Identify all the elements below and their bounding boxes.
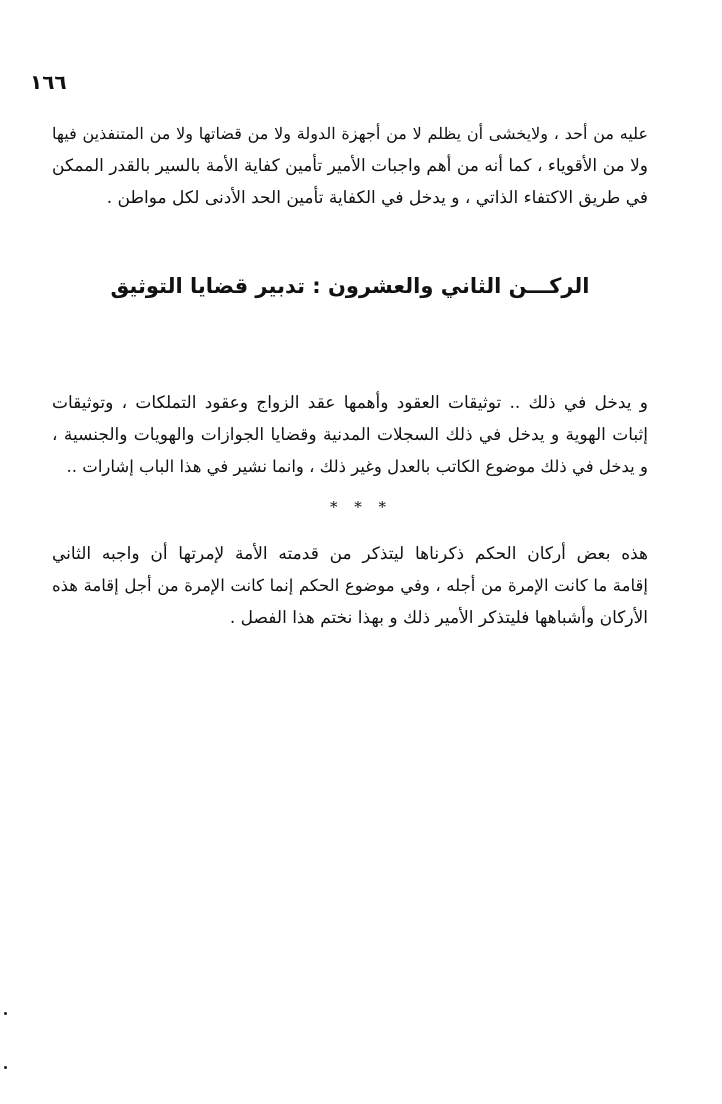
paragraph-line: هذه بعض أركان الحكم ذكرناها ليتذكر من قدمته الأمة لإمرتها أن واجبه الثاني bbox=[52, 544, 648, 564]
paragraph-line: في طريق الاكتفاء الذاتي ، و يدخل في الكفاية تأمين الحد الأدنى لكل مواطن . bbox=[106, 188, 648, 208]
paragraph-line: عليه من أحد ، ولايخشى أن يظلم لا من أجهزة الدولة ولا من قضاتها ولا من المتنفذين فيها bbox=[52, 124, 648, 143]
paragraph-line: ولا من الأقوياء ، كما أنه من أهم واجبات الأمير تأمين كفاية الأمة بالسير بالقدر الممكن bbox=[52, 156, 648, 176]
scan-speck bbox=[4, 1012, 7, 1015]
section-heading: الركـــن الثاني والعشرون : تدبير قضايا التوثيق bbox=[110, 274, 590, 298]
paragraph-2 bbox=[52, 387, 648, 483]
paragraph-line: إقامة ما كانت الإمرة من أجله ، وفي موضوع الحكم إنما كانت الإمرة من أجل إقامة هذه bbox=[52, 576, 648, 595]
paragraph-line: إثبات الهوية و يدخل في ذلك السجلات المدنية وقضايا الجوازات والهويات والجنسية ، bbox=[52, 425, 648, 445]
paragraph-3 bbox=[52, 538, 648, 634]
page-number: ١٦٦ bbox=[30, 70, 67, 94]
paragraph-1 bbox=[52, 118, 648, 214]
paragraph-line: الأركان وأشباهها فليتذكر الأمير ذلك و بهذا نختم هذا الفصل . bbox=[229, 608, 648, 628]
paragraph-line: و يدخل في ذلك .. توثيقات العقود وأهمها عقد الزواج وعقود التملكات ، وتوثيقات bbox=[52, 393, 648, 413]
scan-speck bbox=[4, 1066, 7, 1069]
paragraph-line: و يدخل في ذلك موضوع الكاتب بالعدل وغير ذلك ، وانما نشير في هذا الباب إشارات .. bbox=[66, 457, 648, 476]
section-separator: * * * bbox=[329, 498, 393, 516]
